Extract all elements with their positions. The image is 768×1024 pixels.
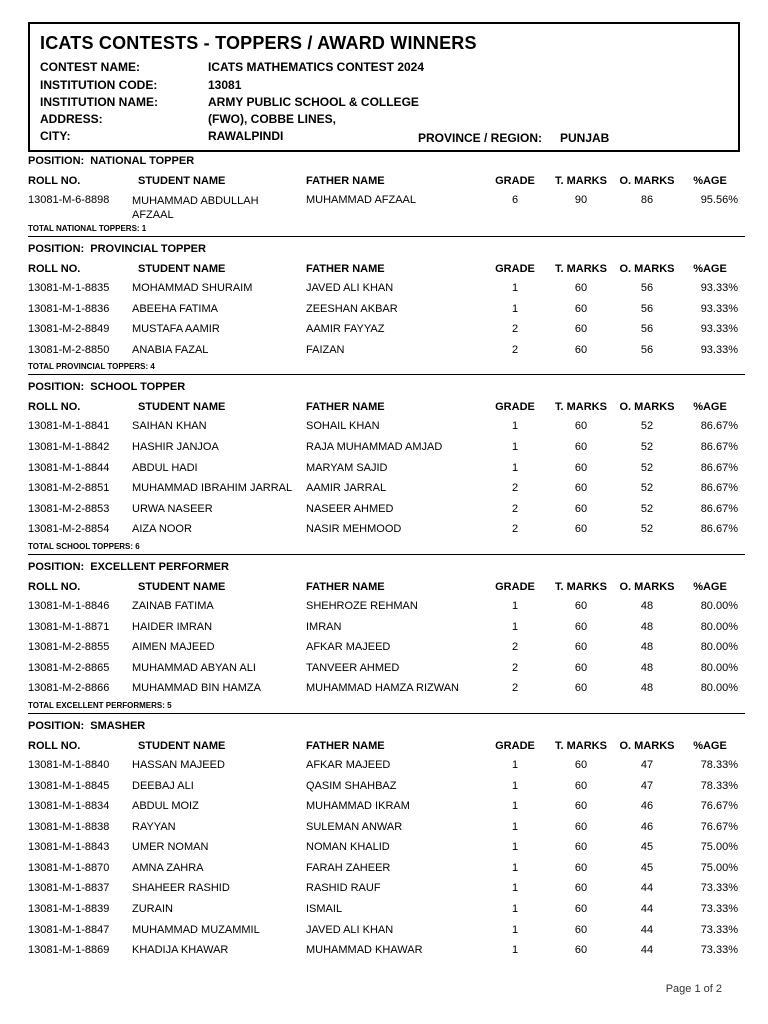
column-header-roll-no: ROLL NO.: [28, 739, 81, 752]
column-header-percentage: %AGE: [693, 175, 727, 187]
roll-no-cell: 13081-M-2-8854: [28, 523, 110, 536]
student-name-cell: MUHAMMAD ABDULLAH AFZAAL: [132, 195, 259, 221]
obtained-marks-cell: 56: [640, 282, 654, 294]
percentage-cell: 80.00%: [700, 620, 738, 633]
toppers-list: [28, 154, 746, 962]
percentage-cell: 73.33%: [700, 923, 738, 936]
percentage-cell: 78.33%: [700, 779, 738, 792]
percentage-cell: 86.67%: [700, 482, 738, 495]
section-total: TOTAL SCHOOL TOPPERS: 6: [28, 541, 745, 555]
total-marks-cell: 60: [574, 282, 588, 294]
roll-no-cell: 13081-M-1-8834: [28, 800, 110, 813]
grade-cell: 1: [511, 800, 519, 813]
percentage-cell: 75.00%: [700, 841, 738, 854]
table-row: [28, 638, 746, 659]
percentage-cell: 93.33%: [700, 343, 738, 356]
table-row: [28, 797, 746, 818]
grade-cell: 2: [511, 343, 519, 356]
percentage-cell: 80.00%: [700, 641, 738, 654]
roll-no-cell: 13081-M-1-8847: [28, 923, 110, 936]
contest-name-label: CONTEST NAME:: [40, 60, 140, 74]
total-marks-cell: 60: [574, 523, 588, 536]
percentage-cell: 93.33%: [700, 282, 738, 294]
obtained-marks-cell: 44: [640, 882, 654, 895]
obtained-marks-cell: 52: [640, 420, 654, 433]
section-smasher: [28, 719, 746, 962]
father-name-cell: ZEESHAN AKBAR: [306, 302, 398, 315]
student-name-cell: SHAHEER RASHID: [132, 882, 230, 895]
report-header: [28, 22, 740, 152]
obtained-marks-cell: 45: [640, 861, 654, 874]
student-name-cell: ZAINAB FATIMA: [132, 599, 214, 612]
table-row: [28, 879, 746, 900]
position-value: SCHOOL TOPPER: [90, 381, 186, 394]
total-marks-cell: 60: [574, 944, 588, 957]
table-row: [28, 417, 746, 438]
column-header-father-name: FATHER NAME: [306, 401, 385, 414]
table-row: [28, 597, 746, 618]
total-marks-cell: 60: [574, 641, 588, 654]
table-row: [28, 659, 746, 680]
institution-name-label: INSTITUTION NAME:: [40, 95, 158, 109]
student-name-cell: MUHAMMAD MUZAMMIL: [132, 923, 260, 936]
father-name-cell: FARAH ZAHEER: [306, 861, 391, 874]
grade-cell: 1: [511, 861, 519, 874]
father-name-cell: MUHAMMAD HAMZA RIZWAN: [306, 682, 459, 695]
grade-cell: 1: [511, 923, 519, 936]
section-excellent-performer: [28, 560, 746, 714]
total-marks-cell: 60: [574, 502, 588, 515]
grade-cell: 1: [511, 440, 519, 453]
grade-cell: 1: [511, 420, 519, 433]
address-label: ADDRESS:: [40, 112, 103, 126]
student-name-cell: UMER NOMAN: [132, 841, 209, 854]
father-name-cell: NASIR MEHMOOD: [306, 523, 402, 536]
position-value: EXCELLENT PERFORMER: [90, 560, 229, 573]
grade-cell: 1: [511, 620, 519, 633]
table-row: [28, 320, 746, 341]
table-row: [28, 618, 746, 639]
table-row: [28, 838, 746, 859]
table-row: [28, 859, 746, 880]
column-header-percentage: %AGE: [693, 739, 727, 752]
city-label: CITY:: [40, 129, 71, 143]
total-marks-cell: 60: [574, 323, 588, 336]
table-header: [28, 737, 746, 756]
obtained-marks-cell: 48: [640, 682, 654, 695]
father-name-cell: NASEER AHMED: [306, 502, 394, 515]
roll-no-cell: 13081-M-2-8850: [28, 343, 110, 356]
grade-cell: 2: [511, 661, 519, 674]
table-row: [28, 438, 746, 459]
father-name-cell: AFKAR MAJEED: [306, 758, 391, 771]
percentage-cell: 80.00%: [700, 661, 738, 674]
position-label: POSITION:: [28, 381, 85, 394]
grade-cell: 2: [511, 523, 519, 536]
table-row: [28, 679, 746, 700]
student-name-cell: MUHAMMAD BIN HAMZA: [132, 682, 261, 695]
position-label: POSITION:: [28, 560, 85, 573]
roll-no-cell: 13081-M-1-8870: [28, 861, 110, 874]
total-marks-cell: 60: [574, 661, 588, 674]
section-school-topper: [28, 380, 746, 555]
father-name-cell: MARYAM SAJID: [306, 461, 388, 474]
table-row: [28, 341, 746, 362]
roll-no-cell: 13081-M-1-8844: [28, 461, 110, 474]
total-marks-cell: 60: [574, 861, 588, 874]
roll-no-cell: 13081-M-6-8898: [28, 194, 110, 206]
roll-no-cell: 13081-M-1-8841: [28, 420, 110, 433]
column-header-grade: GRADE: [495, 401, 535, 414]
student-name-cell: MUSTAFA AAMIR: [132, 323, 220, 336]
column-header-grade: GRADE: [495, 580, 535, 593]
total-marks-cell: 60: [574, 682, 588, 695]
position-title: [28, 719, 746, 737]
institution-code-label: INSTITUTION CODE:: [40, 78, 158, 92]
total-marks-cell: 60: [574, 440, 588, 453]
percentage-cell: 86.67%: [700, 461, 738, 474]
page-number: Page 1 of 2: [665, 983, 722, 995]
column-header-total-marks: T. MARKS: [555, 175, 607, 187]
table-row: [28, 459, 746, 480]
father-name-cell: SHEHROZE REHMAN: [306, 599, 418, 612]
column-header-student-name: STUDENT NAME: [138, 263, 226, 275]
column-header-total-marks: T. MARKS: [555, 580, 607, 593]
father-name-cell: MUHAMMAD IKRAM: [306, 800, 410, 813]
father-name-cell: ISMAIL: [306, 903, 343, 916]
obtained-marks-cell: 44: [640, 944, 654, 957]
position-title: [28, 154, 746, 172]
column-header-percentage: %AGE: [693, 263, 727, 275]
column-header-obtained-marks: O. MARKS: [619, 175, 675, 187]
column-header-percentage: %AGE: [693, 580, 727, 593]
obtained-marks-cell: 52: [640, 502, 654, 515]
position-label: POSITION:: [28, 155, 85, 167]
report-title: ICATS CONTESTS - TOPPERS / AWARD WINNERS: [40, 33, 477, 53]
address-value: (FWO), COBBE LINES,: [208, 112, 336, 126]
column-header-percentage: %AGE: [693, 401, 727, 414]
grade-cell: 1: [511, 944, 519, 957]
obtained-marks-cell: 56: [640, 302, 654, 315]
obtained-marks-cell: 46: [640, 820, 654, 833]
obtained-marks-cell: 52: [640, 440, 654, 453]
student-name-cell: HASHIR JANJOA: [132, 440, 219, 453]
father-name-cell: JAVED ALI KHAN: [306, 923, 394, 936]
section-national-topper: [28, 154, 746, 237]
column-header-roll-no: ROLL NO.: [28, 401, 81, 414]
table-row: [28, 191, 746, 223]
percentage-cell: 73.33%: [700, 903, 738, 916]
grade-cell: 1: [511, 841, 519, 854]
obtained-marks-cell: 56: [640, 343, 654, 356]
percentage-cell: 80.00%: [700, 599, 738, 612]
total-marks-cell: 60: [574, 800, 588, 813]
total-marks-cell: 60: [574, 343, 588, 356]
roll-no-cell: 13081-M-2-8849: [28, 323, 110, 336]
column-header-grade: GRADE: [495, 739, 535, 752]
obtained-marks-cell: 56: [640, 323, 654, 336]
total-marks-cell: 60: [574, 820, 588, 833]
roll-no-cell: 13081-M-2-8855: [28, 641, 110, 654]
father-name-cell: IMRAN: [306, 620, 342, 633]
position-value: NATIONAL TOPPER: [90, 155, 195, 167]
position-label: POSITION:: [28, 719, 85, 732]
obtained-marks-cell: 48: [640, 599, 654, 612]
column-header-student-name: STUDENT NAME: [138, 175, 226, 187]
father-name-cell: JAVED ALI KHAN: [306, 282, 394, 294]
column-header-obtained-marks: O. MARKS: [619, 580, 675, 593]
roll-no-cell: 13081-M-2-8866: [28, 682, 110, 695]
grade-cell: 1: [511, 779, 519, 792]
position-title: [28, 242, 746, 260]
column-header-student-name: STUDENT NAME: [138, 580, 226, 593]
total-marks-cell: 60: [574, 302, 588, 315]
roll-no-cell: 13081-M-1-8835: [28, 282, 110, 294]
obtained-marks-cell: 47: [640, 779, 654, 792]
student-name-cell: AIZA NOOR: [132, 523, 192, 536]
total-marks-cell: 60: [574, 779, 588, 792]
roll-no-cell: 13081-M-1-8845: [28, 779, 110, 792]
student-name-cell: URWA NASEER: [132, 502, 213, 515]
table-header: [28, 172, 746, 191]
grade-cell: 1: [511, 903, 519, 916]
column-header-total-marks: T. MARKS: [555, 739, 607, 752]
table-header: [28, 578, 746, 597]
position-value: PROVINCIAL TOPPER: [90, 243, 206, 255]
column-header-obtained-marks: O. MARKS: [619, 739, 675, 752]
percentage-cell: 86.67%: [700, 420, 738, 433]
student-name-cell: ANABIA FAZAL: [132, 343, 209, 356]
position-value: SMASHER: [90, 719, 146, 732]
city-value: RAWALPINDI: [208, 129, 284, 143]
student-name-cell: HAIDER IMRAN: [132, 620, 213, 633]
obtained-marks-cell: 45: [640, 841, 654, 854]
column-header-student-name: STUDENT NAME: [138, 401, 226, 414]
total-marks-cell: 60: [574, 882, 588, 895]
father-name-cell: FAIZAN: [306, 343, 345, 356]
grade-cell: 1: [511, 282, 519, 294]
province-label: PROVINCE / REGION:: [418, 131, 543, 145]
total-marks-cell: 60: [574, 461, 588, 474]
obtained-marks-cell: 48: [640, 661, 654, 674]
roll-no-cell: 13081-M-1-8839: [28, 903, 110, 916]
table-row: [28, 777, 746, 798]
column-header-father-name: FATHER NAME: [306, 739, 385, 752]
student-name-cell: MUHAMMAD ABYAN ALI: [132, 661, 256, 674]
institution-code-value: 13081: [208, 78, 242, 92]
column-header-father-name: FATHER NAME: [306, 580, 385, 593]
percentage-cell: 86.67%: [700, 440, 738, 453]
grade-cell: 1: [511, 758, 519, 771]
table-row: [28, 500, 746, 521]
grade-cell: 6: [511, 194, 519, 206]
percentage-cell: 93.33%: [700, 302, 738, 315]
roll-no-cell: 13081-M-2-8853: [28, 502, 110, 515]
grade-cell: 2: [511, 323, 519, 336]
father-name-cell: RASHID RAUF: [306, 882, 381, 895]
obtained-marks-cell: 48: [640, 641, 654, 654]
percentage-cell: 86.67%: [700, 523, 738, 536]
position-label: POSITION:: [28, 243, 85, 255]
father-name-cell: SOHAIL KHAN: [306, 420, 380, 433]
student-name-cell: ZURAIN: [132, 903, 173, 916]
percentage-cell: 73.33%: [700, 944, 738, 957]
institution-name-value: ARMY PUBLIC SCHOOL & COLLEGE: [208, 95, 419, 109]
table-row: [28, 520, 746, 541]
table-header: [28, 260, 746, 279]
student-name-cell: AIMEN MAJEED: [132, 641, 215, 654]
percentage-cell: 76.67%: [700, 820, 738, 833]
table-row: [28, 756, 746, 777]
obtained-marks-cell: 86: [640, 194, 654, 206]
student-name-cell: AMNA ZAHRA: [132, 861, 204, 874]
roll-no-cell: 13081-M-1-8869: [28, 944, 110, 957]
table-row: [28, 900, 746, 921]
obtained-marks-cell: 52: [640, 461, 654, 474]
table-row: [28, 921, 746, 942]
total-marks-cell: 60: [574, 923, 588, 936]
roll-no-cell: 13081-M-1-8846: [28, 599, 110, 612]
obtained-marks-cell: 47: [640, 758, 654, 771]
grade-cell: 1: [511, 820, 519, 833]
father-name-cell: AAMIR JARRAL: [306, 482, 387, 495]
obtained-marks-cell: 46: [640, 800, 654, 813]
grade-cell: 2: [511, 641, 519, 654]
roll-no-cell: 13081-M-1-8842: [28, 440, 110, 453]
roll-no-cell: 13081-M-1-8843: [28, 841, 110, 854]
roll-no-cell: 13081-M-2-8851: [28, 482, 110, 495]
total-marks-cell: 60: [574, 758, 588, 771]
student-name-cell: MUHAMMAD IBRAHIM JARRAL: [132, 482, 293, 495]
student-name-cell: ABDUL HADI: [132, 461, 198, 474]
father-name-cell: TANVEER AHMED: [306, 661, 400, 674]
table-row: [28, 279, 746, 300]
father-name-cell: AAMIR FAYYAZ: [306, 323, 385, 336]
percentage-cell: 76.67%: [700, 800, 738, 813]
total-marks-cell: 60: [574, 903, 588, 916]
obtained-marks-cell: 48: [640, 620, 654, 633]
student-name-cell: MOHAMMAD SHURAIM: [132, 282, 253, 294]
total-marks-cell: 60: [574, 482, 588, 495]
obtained-marks-cell: 52: [640, 482, 654, 495]
total-marks-cell: 90: [574, 194, 588, 206]
column-header-student-name: STUDENT NAME: [138, 739, 226, 752]
percentage-cell: 73.33%: [700, 882, 738, 895]
student-name-cell: RAYYAN: [132, 820, 176, 833]
percentage-cell: 95.56%: [700, 194, 738, 206]
position-title: [28, 560, 746, 578]
grade-cell: 2: [511, 482, 519, 495]
column-header-total-marks: T. MARKS: [555, 401, 607, 414]
column-header-grade: GRADE: [495, 175, 535, 187]
grade-cell: 1: [511, 599, 519, 612]
grade-cell: 1: [511, 461, 519, 474]
table-row: [28, 818, 746, 839]
province-value: PUNJAB: [560, 131, 610, 145]
student-name-cell: SAIHAN KHAN: [132, 420, 207, 433]
roll-no-cell: 13081-M-1-8838: [28, 820, 110, 833]
position-title: [28, 380, 746, 398]
percentage-cell: 93.33%: [700, 323, 738, 336]
column-header-obtained-marks: O. MARKS: [619, 401, 675, 414]
total-marks-cell: 60: [574, 599, 588, 612]
total-marks-cell: 60: [574, 841, 588, 854]
total-marks-cell: 60: [574, 420, 588, 433]
section-total: TOTAL PROVINCIAL TOPPERS: 4: [28, 361, 745, 375]
grade-cell: 2: [511, 502, 519, 515]
column-header-father-name: FATHER NAME: [306, 263, 385, 275]
student-name-cell: ABDUL MOIZ: [132, 800, 199, 813]
column-header-obtained-marks: O. MARKS: [619, 263, 675, 275]
column-header-grade: GRADE: [495, 263, 535, 275]
table-header: [28, 398, 746, 417]
total-marks-cell: 60: [574, 620, 588, 633]
obtained-marks-cell: 52: [640, 523, 654, 536]
percentage-cell: 80.00%: [700, 682, 738, 695]
father-name-cell: NOMAN KHALID: [306, 841, 390, 854]
grade-cell: 1: [511, 302, 519, 315]
column-header-father-name: FATHER NAME: [306, 175, 385, 187]
roll-no-cell: 13081-M-1-8836: [28, 302, 110, 315]
student-name-cell: KHADIJA KHAWAR: [132, 944, 229, 957]
column-header-total-marks: T. MARKS: [555, 263, 607, 275]
student-name-cell: DEEBAJ ALI: [132, 779, 194, 792]
obtained-marks-cell: 44: [640, 923, 654, 936]
column-header-roll-no: ROLL NO.: [28, 175, 81, 187]
grade-cell: 2: [511, 682, 519, 695]
table-row: [28, 941, 746, 962]
contest-name-value: ICATS MATHEMATICS CONTEST 2024: [208, 60, 425, 74]
roll-no-cell: 13081-M-1-8837: [28, 882, 110, 895]
obtained-marks-cell: 44: [640, 903, 654, 916]
roll-no-cell: 13081-M-1-8871: [28, 620, 110, 633]
father-name-cell: MUHAMMAD AFZAAL: [306, 194, 417, 206]
roll-no-cell: 13081-M-2-8865: [28, 661, 110, 674]
father-name-cell: QASIM SHAHBAZ: [306, 779, 397, 792]
table-row: [28, 300, 746, 321]
father-name-cell: SULEMAN ANWAR: [306, 820, 403, 833]
table-row: [28, 479, 746, 500]
section-provincial-topper: [28, 242, 746, 375]
student-name-cell: ABEEHA FATIMA: [132, 302, 218, 315]
father-name-cell: RAJA MUHAMMAD AMJAD: [306, 440, 443, 453]
section-total: TOTAL NATIONAL TOPPERS: 1: [28, 223, 745, 237]
section-total: TOTAL EXCELLENT PERFORMERS: 5: [28, 700, 745, 714]
percentage-cell: 75.00%: [700, 861, 738, 874]
roll-no-cell: 13081-M-1-8840: [28, 758, 110, 771]
percentage-cell: 86.67%: [700, 502, 738, 515]
father-name-cell: MUHAMMAD KHAWAR: [306, 944, 423, 957]
student-name-cell: HASSAN MAJEED: [132, 758, 225, 771]
percentage-cell: 78.33%: [700, 758, 738, 771]
father-name-cell: AFKAR MAJEED: [306, 641, 391, 654]
column-header-roll-no: ROLL NO.: [28, 263, 81, 275]
grade-cell: 1: [511, 882, 519, 895]
column-header-roll-no: ROLL NO.: [28, 580, 81, 593]
